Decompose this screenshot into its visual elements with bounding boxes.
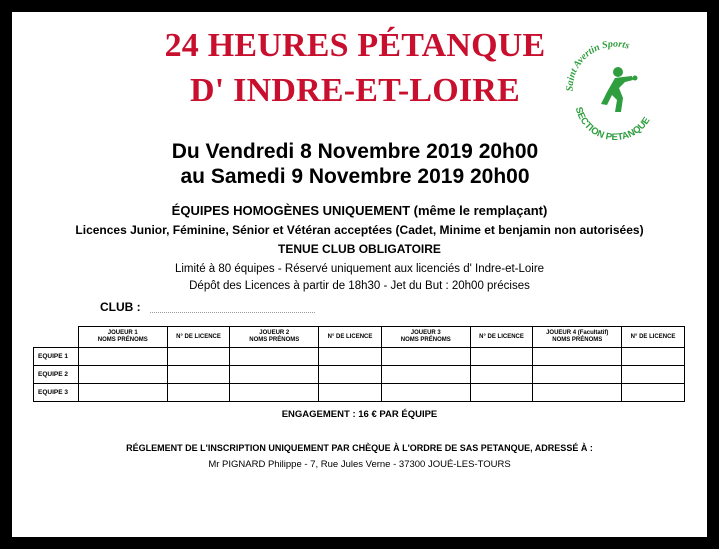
cell[interactable] — [78, 366, 167, 384]
title-line-2: D' INDRE-ET-LOIRE — [190, 72, 520, 109]
header-licence-2: N° DE LICENCE — [319, 327, 382, 348]
cell[interactable] — [470, 384, 533, 402]
rule-tenue: TENUE CLUB OBLIGATOIRE — [278, 242, 441, 256]
cell[interactable] — [319, 348, 382, 366]
club-field[interactable] — [150, 312, 315, 313]
header-joueur-4: JOUEUR 4 (Facultatif) NOMS PRÉNOMS — [533, 327, 622, 348]
club-logo — [555, 32, 670, 142]
cell[interactable] — [470, 366, 533, 384]
cell[interactable] — [622, 348, 685, 366]
cell[interactable] — [167, 366, 230, 384]
row-label: EQUIPE 1 — [34, 348, 79, 366]
table-row — [34, 348, 685, 366]
engagement-fee: ENGAGEMENT : 16 € PAR ÉQUIPE — [281, 409, 438, 420]
svg-text:SECTION PETANQUE — [573, 106, 653, 142]
header-licence-1: N° DE LICENCE — [167, 327, 230, 348]
rule-equipes: ÉQUIPES HOMOGÈNES UNIQUEMENT (même le remplaçant) — [171, 203, 548, 218]
title-line-1: 24 HEURES PÉTANQUE — [164, 27, 546, 64]
cell[interactable] — [470, 348, 533, 366]
registration-table — [33, 326, 685, 402]
date-start: Du Vendredi 8 Novembre 2019 20h00 — [171, 140, 539, 163]
row-label: EQUIPE 3 — [34, 384, 79, 402]
table-row — [34, 366, 685, 384]
rule-licences: Licences Junior, Féminine, Sénior et Vétéran acceptées (Cadet, Minime et benjamin non autorisées) — [75, 223, 644, 237]
petanque-player-icon — [601, 67, 638, 112]
cell[interactable] — [167, 384, 230, 402]
header-licence-4: N° DE LICENCE — [622, 327, 685, 348]
cell[interactable] — [230, 384, 319, 402]
cell[interactable] — [78, 348, 167, 366]
cell[interactable] — [381, 366, 470, 384]
cell[interactable] — [533, 384, 622, 402]
cell[interactable] — [533, 366, 622, 384]
table-row — [34, 384, 685, 402]
rule-limite: Limité à 80 équipes - Réservé uniquement aux licenciés d' Indre-et-Loire — [174, 263, 545, 275]
reglement-text: RÉGLEMENT DE L'INSCRIPTION UNIQUEMENT PAR CHÈQUE À L'ORDRE DE SAS PETANQUE, ADRESSÉ À : — [126, 443, 593, 453]
club-label: CLUB : — [100, 300, 141, 314]
cell[interactable] — [622, 366, 685, 384]
cell[interactable] — [622, 384, 685, 402]
date-end: au Samedi 9 Novembre 2019 20h00 — [180, 165, 530, 188]
row-label: EQUIPE 2 — [34, 366, 79, 384]
cell[interactable] — [381, 348, 470, 366]
cell[interactable] — [230, 366, 319, 384]
cell[interactable] — [319, 366, 382, 384]
header-licence-3: N° DE LICENCE — [470, 327, 533, 348]
header-joueur-1: JOUEUR 1 NOMS PRÉNOMS — [78, 327, 167, 348]
cell[interactable] — [230, 348, 319, 366]
cell[interactable] — [381, 384, 470, 402]
cell[interactable] — [319, 384, 382, 402]
logo-text-bottom: SECTION PETANQUE — [572, 105, 653, 142]
cell[interactable] — [167, 348, 230, 366]
rule-depot: Dépôt des Licences à partir de 18h30 - Jet du But : 20h00 précises — [189, 280, 530, 292]
header-joueur-3: JOUEUR 3 NOMS PRÉNOMS — [381, 327, 470, 348]
cell[interactable] — [533, 348, 622, 366]
address-text: Mr PIGNARD Philippe - 7, Rue Jules Verne - 37300 JOUÉ-LES-TOURS — [208, 459, 511, 470]
logo-text-top: Saint Avertin Sports — [564, 38, 631, 92]
header-joueur-2: JOUEUR 2 NOMS PRÉNOMS — [230, 327, 319, 348]
cell[interactable] — [78, 384, 167, 402]
